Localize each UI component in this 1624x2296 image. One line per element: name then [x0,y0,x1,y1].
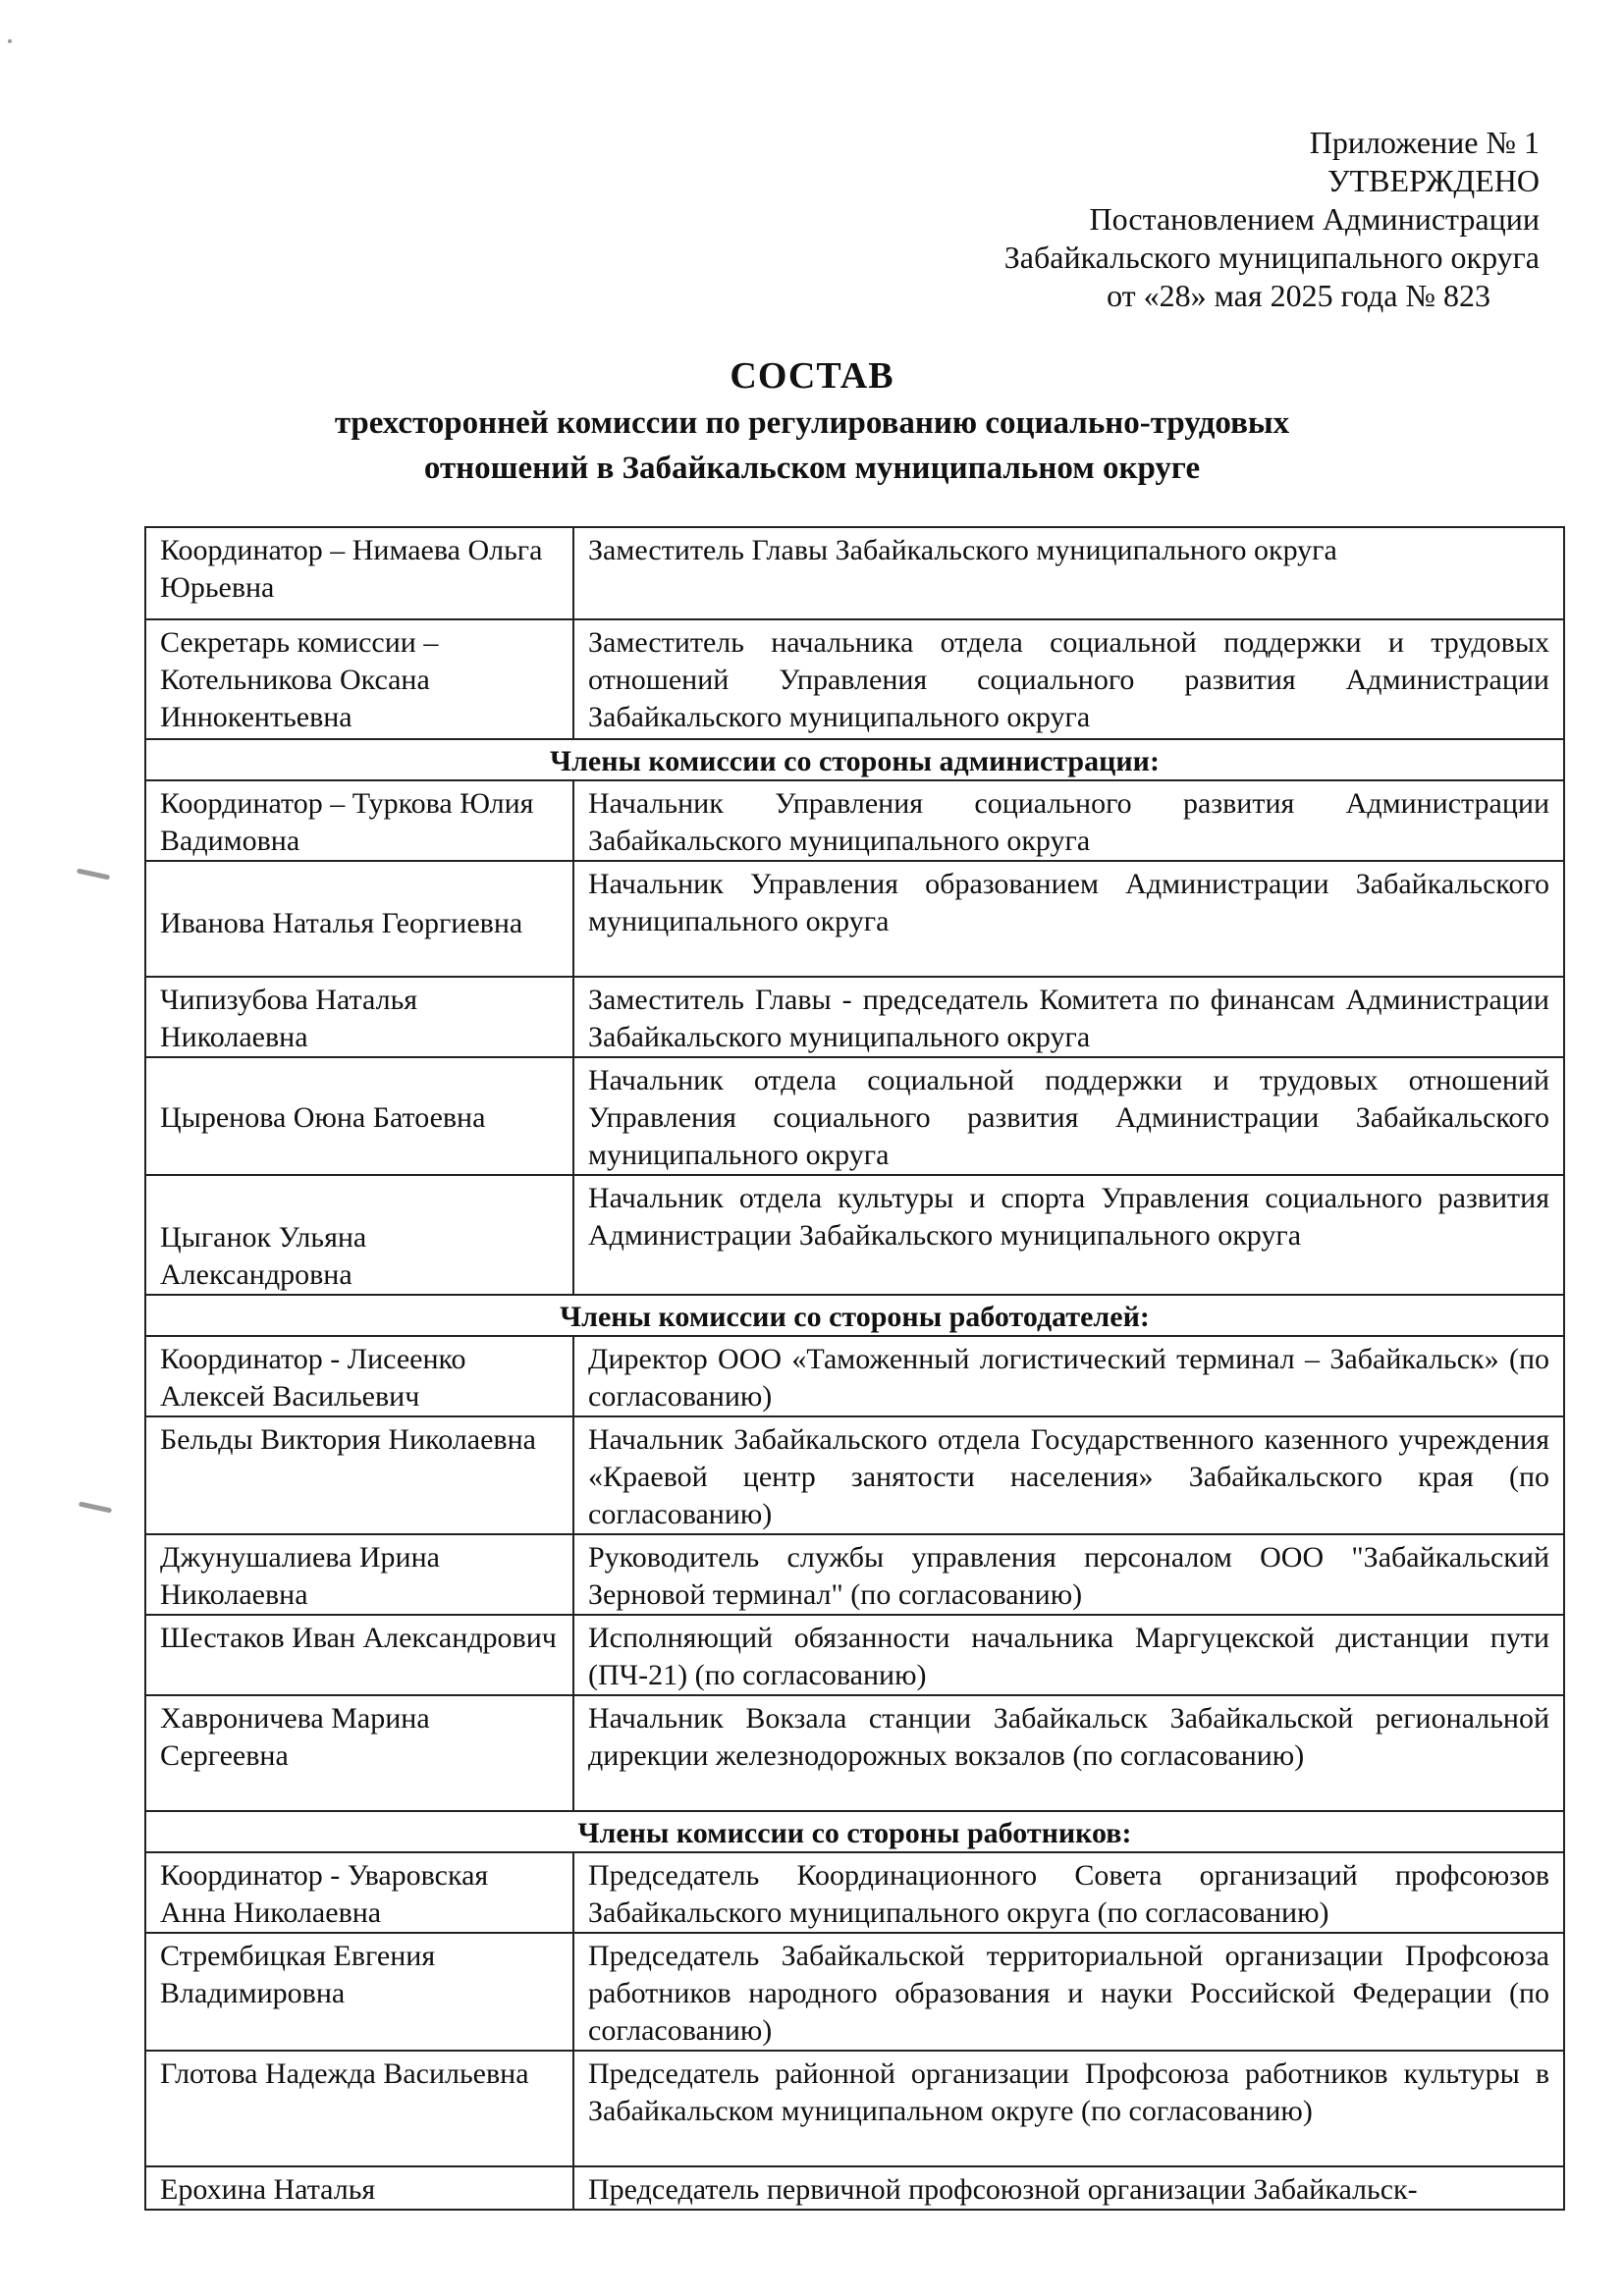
section-heading-row [145,739,1564,780]
table-row [145,619,1564,739]
member-role: Начальник Управления образованием Администрации Забайкальского муниципального округа [573,861,1564,977]
member-name: Бельды Виктория Николаевна [145,1416,573,1534]
document-title [0,351,1624,491]
member-name: Глотова Надежда Васильевна [145,2051,573,2166]
scan-mark [79,1502,112,1514]
member-role: Руководитель службы управления персоналом ООО "Забайкальский Зерновой терминал" (по согласованию) [573,1534,1564,1615]
member-name: Иванова Наталья Георгиевна [145,861,573,977]
member-name: Джунушалиева Ирина Николаевна [145,1534,573,1615]
member-name: Координатор – Туркова Юлия Вадимовна [145,780,573,861]
member-name: Шестаков Иван Александрович [145,1615,573,1695]
table-row [145,527,1564,619]
scan-mark [77,869,110,881]
member-name: Цыренова Оюна Батоевна [145,1057,573,1175]
member-name: Координатор – Нимаева Ольга Юрьевна [145,527,573,619]
table-row [145,2051,1564,2166]
section-heading-row [145,1811,1564,1852]
table-row [145,1057,1564,1175]
table-row [145,2166,1564,2210]
member-name: Ерохина Наталья [145,2166,573,2210]
member-role: Заместитель Главы Забайкальского муниципального округа [573,527,1564,619]
resolution-date: от «28» мая 2025 года № 823 [1107,278,1490,313]
approval-stamp-block [933,124,1540,315]
member-role: Председатель Координационного Совета организаций профсоюзов Забайкальского муниципального округа (по согласованию) [573,1852,1564,1933]
table-row [145,1534,1564,1615]
section-heading-workers: Члены комиссии со стороны работников: [145,1811,1564,1852]
title-main: СОСТАВ [730,355,894,397]
member-role: Начальник Вокзала станции Забайкальск Забайкальской региональной дирекции железнодорожных вокзалов (по согласованию) [573,1695,1564,1811]
member-role: Директор ООО «Таможенный логистический терминал – Забайкальск» (по согласованию) [573,1336,1564,1416]
appendix-number: Приложение № 1 [1309,125,1540,160]
resolution-label: Постановлением Администрации [1089,201,1540,237]
table-row [145,1416,1564,1534]
member-name: Секретарь комиссии – Котельникова Оксана Иннокентьевна [145,619,573,739]
commission-table [144,526,1565,2211]
member-role: Председатель Забайкальской территориальной организации Профсоюза работников народного образования и науки Российской Федерации (по согласованию) [573,1933,1564,2051]
table-row [145,1336,1564,1416]
approved-label: УТВЕРЖДЕНО [1326,163,1540,198]
table-row [145,1695,1564,1811]
member-role: Начальник отдела культуры и спорта Управления социального развития Администрации Забайкальского муниципального округа [573,1175,1564,1295]
member-name: Хавроничева Марина Сергеевна [145,1695,573,1811]
table-row [145,1615,1564,1695]
member-role: Начальник отдела социальной поддержки и трудовых отношений Управления социального развития Администрации Забайкальского муниципального округа [573,1057,1564,1175]
table-row [145,780,1564,861]
scan-mark [8,39,12,43]
table-row [145,1933,1564,2051]
section-heading-admin: Члены комиссии со стороны администрации: [145,739,1564,780]
member-name: Стрембицкая Евгения Владимировна [145,1933,573,2051]
section-heading-employers: Члены комиссии со стороны работодателей: [145,1295,1564,1336]
district-label: Забайкальского муниципального округа [1003,240,1540,275]
member-name: Чипизубова Наталья Николаевна [145,977,573,1057]
member-role: Заместитель начальника отдела социальной поддержки и трудовых отношений Управления социального развития Администрации Забайкальского муниципального округа [573,619,1564,739]
member-role: Исполняющий обязанности начальника Маргуцекской дистанции пути (ПЧ-21) (по согласованию) [573,1615,1564,1695]
table-row [145,1175,1564,1295]
title-subtitle-1: трехсторонней комиссии по регулированию социально-трудовых [334,405,1290,441]
member-role: Заместитель Главы - председатель Комитета по финансам Администрации Забайкальского муниципального округа [573,977,1564,1057]
member-name: Координатор - Лисеенко Алексей Васильевич [145,1336,573,1416]
member-role: Начальник Забайкальского отдела Государственного казенного учреждения «Краевой центр занятости населения» Забайкальского края (по согласованию) [573,1416,1564,1534]
title-subtitle-2: отношений в Забайкальском муниципальном округе [423,451,1201,486]
table-row [145,861,1564,977]
member-role: Председатель районной организации Профсоюза работников культуры в Забайкальском муниципальном округе (по согласованию) [573,2051,1564,2166]
member-role: Начальник Управления социального развития Администрации Забайкальского муниципального округа [573,780,1564,861]
member-name: Цыганок Ульяна Александровна [145,1175,573,1295]
member-name: Координатор - Уваровская Анна Николаевна [145,1852,573,1933]
member-role: Председатель первичной профсоюзной организации Забайкальск- [573,2166,1564,2210]
table-row [145,1852,1564,1933]
section-heading-row [145,1295,1564,1336]
table-row [145,977,1564,1057]
